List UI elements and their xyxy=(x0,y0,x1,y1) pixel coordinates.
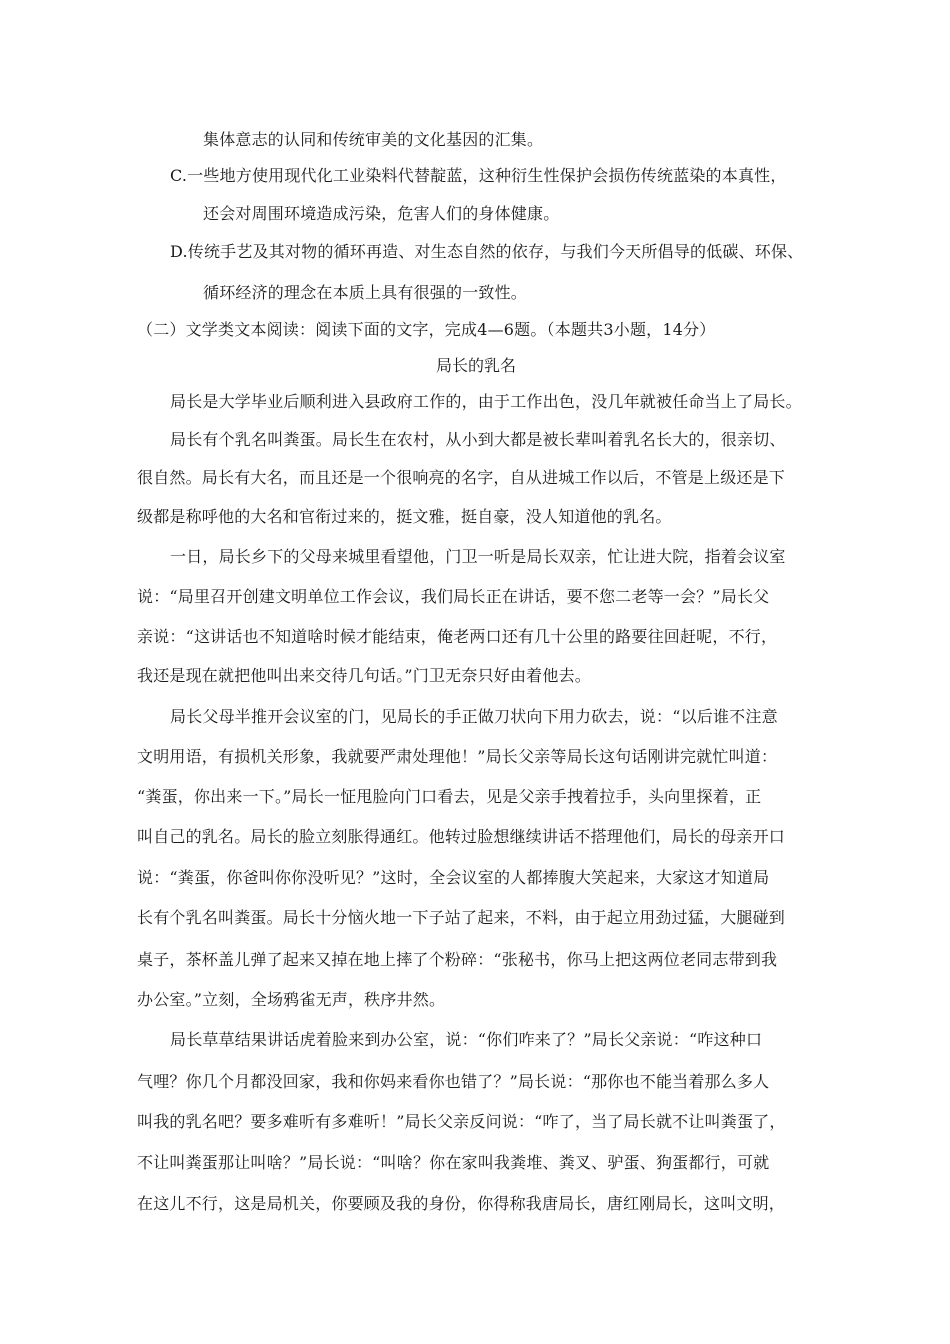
option-b-continuation: 集体意志的认同和传统审美的文化基因的汇集。 xyxy=(203,130,544,149)
story-line: 叫我的乳名吧？要多难听有多难听！”局长父亲反问说：“咋了，当了局长就不让叫粪蛋了， xyxy=(137,1112,786,1131)
story-line: 办公室。”立刻，全场鸦雀无声，秩序井然。 xyxy=(137,990,446,1009)
story-line: 我还是现在就把他叫出来交待几句话。”门卫无奈只好由着他去。 xyxy=(137,666,591,685)
story-line: 说：“局里召开创建文明单位工作会议，我们局长正在讲话，要不您二老等一会？”局长父 xyxy=(137,587,770,606)
story-line: 说：“粪蛋，你爸叫你你没听见？”这时，全会议室的人都捧腹大笑起来，大家这才知道局 xyxy=(137,868,770,887)
story-line: 亲说：“这讲话也不知道啥时候才能结束，俺老两口还有几十公里的路要往回赶呢，不行， xyxy=(137,627,778,646)
story-line: 局长有个乳名叫粪蛋。局长生在农村，从小到大都是被长辈叫着乳名长大的，很亲切、 xyxy=(170,430,786,449)
story-line: 文明用语，有损机关形象，我就要严肃处理他！”局长父亲等局长这句话刚讲完就忙叫道： xyxy=(137,747,778,766)
story-line: 一日，局长乡下的父母来城里看望他，门卫一听是局长双亲，忙让进大院，指着会议室 xyxy=(170,547,786,566)
option-c-line-2: 还会对周围环境造成污染，危害人们的身体健康。 xyxy=(203,204,560,223)
story-line: 叫自己的乳名。局长的脸立刻胀得通红。他转过脸想继续讲话不搭理他们，局长的母亲开口 xyxy=(137,827,786,846)
story-line: 局长父母半推开会议室的门，见局长的手正做刀状向下用力砍去，说：“以后谁不注意 xyxy=(170,707,778,726)
section-heading: （二）文学类文本阅读：阅读下面的文字，完成4—6题。（本题共3小题，14分） xyxy=(137,320,716,339)
story-line: 桌子，茶杯盖儿弹了起来又掉在地上摔了个粉碎：“张秘书，你马上把这两位老同志带到我 xyxy=(137,950,778,969)
story-line: 很自然。局长有大名，而且还是一个很响亮的名字，自从进城工作以后，不管是上级还是下 xyxy=(137,468,786,487)
option-c-line-1: C.一些地方使用现代化工业染料代替靛蓝，这种衍生性保护会损伤传统蓝染的本真性， xyxy=(170,166,787,185)
story-line: 级都是称呼他的大名和官衔过来的，挺文雅，挺自豪，没人知道他的乳名。 xyxy=(137,507,672,526)
story-line: 气哩？你几个月都没回家，我和你妈来看你也错了？”局长说：“那你也不能当着那么多人 xyxy=(137,1072,770,1091)
story-title: 局长的乳名 xyxy=(436,356,517,375)
story-line: 长有个乳名叫粪蛋。局长十分恼火地一下子站了起来，不料，由于起立用劲过猛，大腿碰到 xyxy=(137,908,786,927)
story-line: 在这儿不行，这是局机关，你要顾及我的身份，你得称我唐局长，唐红刚局长，这叫文明， xyxy=(137,1194,786,1213)
story-line: 局长草草结果讲话虎着脸来到办公室，说：“你们咋来了？”局长父亲说：“咋这种口 xyxy=(170,1030,763,1049)
story-line: 不让叫粪蛋那让叫啥？”局长说：“叫啥？你在家叫我粪堆、粪叉、驴蛋、狗蛋都行，可就 xyxy=(137,1153,770,1172)
option-d-line-2: 循环经济的理念在本质上具有很强的一致性。 xyxy=(203,283,528,302)
story-line: “粪蛋，你出来一下。”局长一怔甩脸向门口看去，见是父亲手拽着拉手，头向里探着，正 xyxy=(137,787,762,806)
story-line: 局长是大学毕业后顺利进入县政府工作的，由于工作出色，没几年就被任命当上了局长。 xyxy=(170,392,802,411)
option-d-line-1: D.传统手艺及其对物的循环再造、对生态自然的依存，与我们今天所倡导的低碳、环保、 xyxy=(170,242,804,261)
